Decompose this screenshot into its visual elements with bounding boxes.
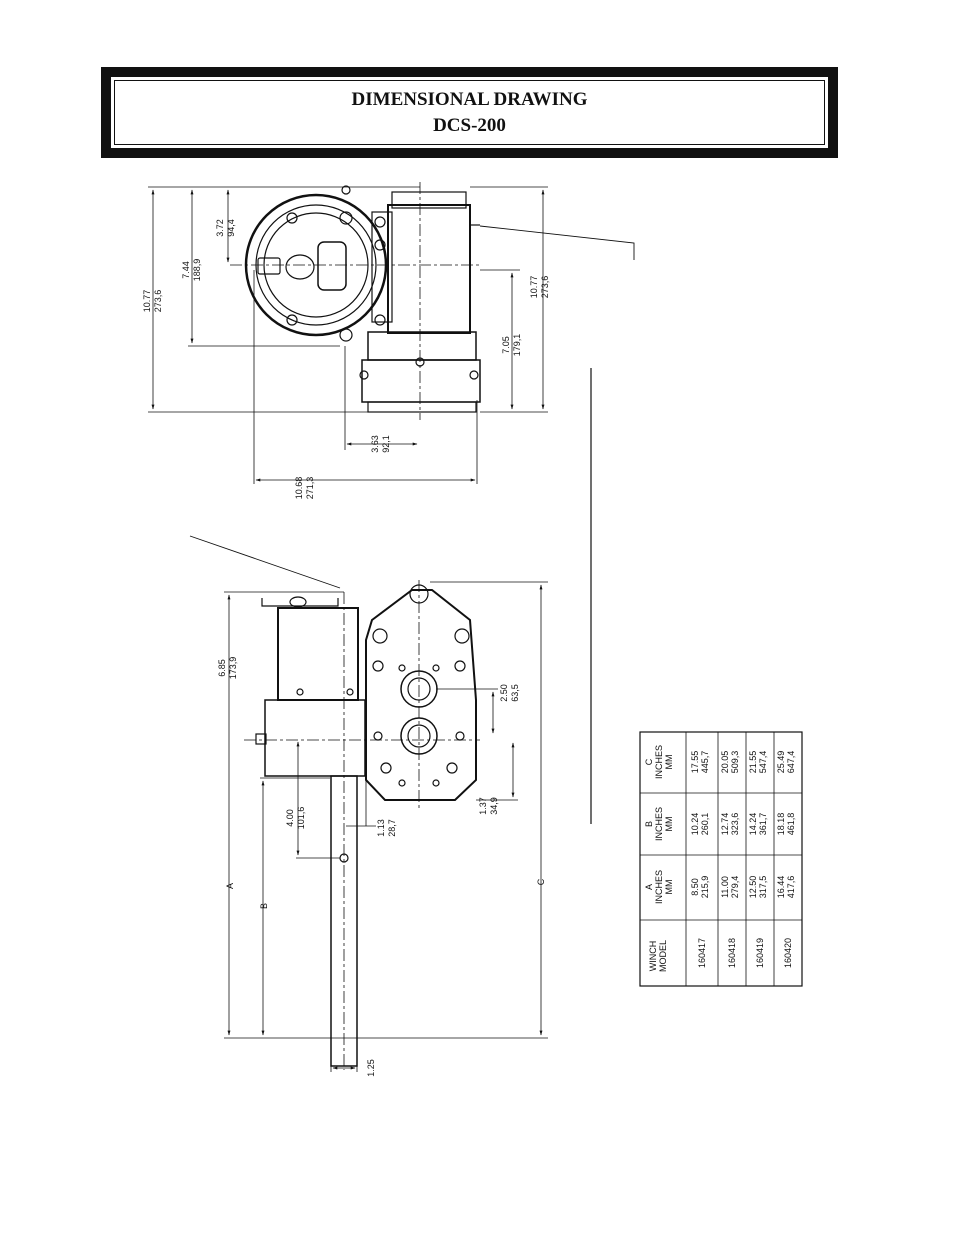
cell-a-mm: 215,9 — [700, 875, 710, 899]
cell-b-inches: 10.24 — [690, 812, 700, 836]
dim-10-77-left — [142, 290, 163, 313]
table-header-c — [644, 745, 674, 779]
dim-value-mm: 179,1 — [512, 333, 522, 357]
cell-b-mm: 461,8 — [786, 812, 796, 836]
dim-3-72 — [215, 219, 236, 237]
dim-7-05 — [501, 334, 522, 357]
dim-label-c — [536, 878, 546, 885]
table-header-b — [644, 807, 674, 841]
model-table — [640, 732, 802, 986]
dim-label-b — [259, 903, 269, 909]
cell-b-mm: 323,6 — [730, 812, 740, 836]
header-text: B — [644, 820, 654, 828]
dim-value-mm: 188,9 — [192, 258, 202, 282]
cell-c-mm: 509,3 — [730, 750, 740, 774]
header-text: MM — [664, 754, 674, 770]
header-text: INCHES — [654, 806, 664, 842]
header-text: C — [644, 758, 654, 766]
cell-model: 160419 — [755, 937, 765, 969]
title-line-1: DIMENSIONAL DRAWING — [351, 88, 588, 110]
header-text: INCHES — [654, 869, 664, 905]
table-row — [720, 751, 740, 968]
cell-a-inches: 12.50 — [748, 875, 758, 899]
dim-value-mm: 173,9 — [228, 656, 238, 680]
dim-value-inches: 1.25 — [366, 1059, 376, 1077]
cell-c-mm: 445,7 — [700, 750, 710, 774]
cell-a-inches: 11.00 — [720, 876, 730, 898]
side-view-centerlines — [244, 580, 480, 808]
cell-model: 160420 — [783, 937, 793, 969]
cell-b-mm: 260,1 — [700, 812, 710, 836]
top-view-dimensions — [148, 187, 548, 484]
header-text: MM — [664, 879, 674, 895]
dim-letter: A — [225, 882, 235, 890]
cell-c-mm: 647,4 — [786, 750, 796, 774]
dim-2-50 — [499, 684, 520, 702]
header-text: MM — [664, 816, 674, 832]
cell-a-inches: 8.50 — [690, 878, 700, 896]
dim-value-mm: 271,3 — [305, 476, 315, 500]
cell-model: 160417 — [697, 937, 707, 969]
dim-1-37 — [478, 797, 499, 815]
cell-a-inches: 16.44 — [776, 875, 786, 899]
dim-value-mm: 28,7 — [387, 819, 397, 837]
dim-value-inches: 6.85 — [217, 659, 227, 677]
dim-value-inches: 10.68 — [294, 476, 304, 500]
dim-3-63 — [370, 435, 391, 453]
dim-value-inches: 3.63 — [370, 435, 380, 453]
dim-letter: C — [536, 878, 546, 886]
cell-b-inches: 12.74 — [720, 812, 730, 836]
header-text: A — [644, 883, 654, 891]
dim-letter: B — [259, 902, 269, 910]
dim-value-mm: 273,6 — [540, 275, 550, 299]
dim-value-mm: 94,4 — [226, 219, 236, 237]
dim-value-inches: 7.05 — [501, 336, 511, 354]
dim-1-25 — [366, 1059, 376, 1077]
header-text: MODEL — [658, 939, 668, 973]
dim-value-inches: 1.13 — [376, 819, 386, 837]
table-header-model — [648, 940, 668, 972]
dim-7-44 — [181, 259, 202, 282]
top-view — [246, 186, 480, 412]
header-text: WINCH — [648, 940, 658, 972]
dimension-labels — [142, 219, 550, 1077]
table-header-a — [644, 870, 674, 904]
dim-value-inches: 4.00 — [285, 809, 295, 827]
side-view-dimensions — [224, 582, 548, 1072]
side-view-leader — [190, 536, 340, 588]
dim-value-inches: 10.77 — [529, 275, 539, 299]
dim-label-a — [225, 883, 235, 889]
cell-c-inches: 21.55 — [748, 750, 758, 774]
title-line-2: DCS-200 — [433, 114, 506, 136]
cell-a-mm: 279,4 — [730, 875, 740, 899]
cell-a-mm: 417,6 — [786, 875, 796, 899]
cell-c-inches: 17.55 — [690, 750, 700, 774]
dim-value-mm: 34,9 — [489, 797, 499, 815]
dim-value-inches: 7.44 — [181, 261, 191, 279]
dim-10-68 — [294, 477, 315, 500]
cell-c-inches: 20.05 — [720, 750, 730, 774]
dim-value-mm: 273,6 — [153, 289, 163, 313]
table-row — [776, 751, 796, 968]
header-text: INCHES — [654, 744, 664, 780]
cell-b-mm: 361,7 — [758, 812, 768, 836]
cell-c-inches: 25.49 — [776, 750, 786, 774]
dim-value-mm: 101,6 — [296, 806, 306, 830]
dim-value-mm: 63,5 — [510, 684, 520, 702]
dim-10-77-right — [529, 276, 550, 299]
table-row — [748, 751, 768, 968]
dim-value-inches: 3.72 — [215, 219, 225, 237]
cell-model: 160418 — [727, 937, 737, 969]
cell-b-inches: 14.24 — [748, 812, 758, 836]
table-row — [690, 751, 710, 968]
dim-value-inches: 10.77 — [142, 289, 152, 313]
cell-a-mm: 317,5 — [758, 875, 768, 899]
dim-value-inches: 2.50 — [499, 684, 509, 702]
dim-value-inches: 1.37 — [478, 797, 488, 815]
top-view-leader — [480, 226, 634, 260]
dim-value-mm: 92,1 — [381, 435, 391, 453]
cell-b-inches: 18.18 — [776, 812, 786, 836]
dim-6-85 — [217, 657, 238, 680]
dim-4-00 — [285, 807, 306, 830]
dim-1-13 — [376, 819, 397, 837]
cell-c-mm: 547,4 — [758, 750, 768, 774]
